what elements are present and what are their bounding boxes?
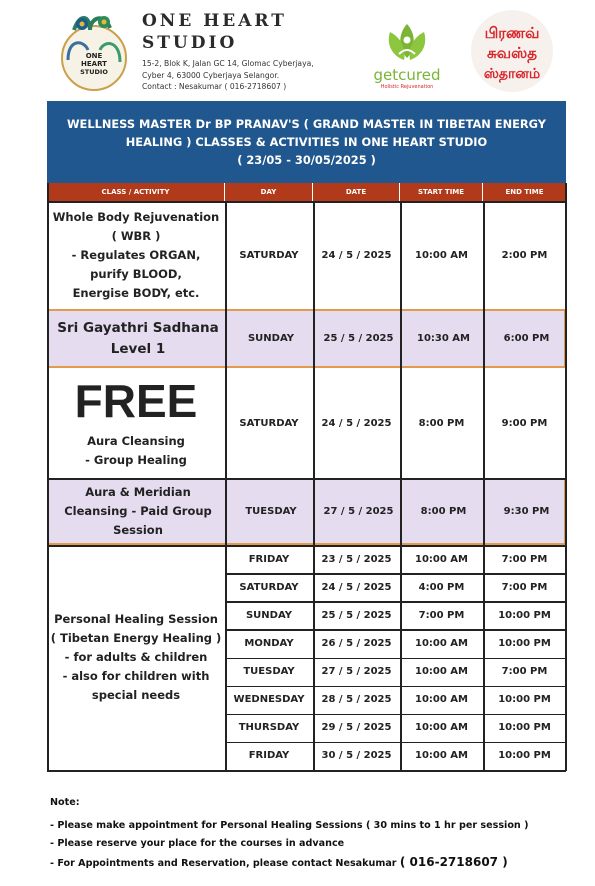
studio-name (142, 10, 342, 54)
start-time-cell: 10:00 AM (414, 694, 468, 706)
date-cell: 24 / 5 / 2025 (321, 417, 392, 429)
end-time-cell: 6:00 PM (503, 333, 550, 344)
table-border (225, 601, 566, 603)
end-time-cell: 10:00 PM (498, 694, 551, 706)
free-label: FREE (74, 375, 198, 427)
start-time-cell: 10:00 AM (414, 750, 468, 762)
header-date: DATE (313, 183, 400, 201)
table-border (313, 201, 315, 771)
end-time-cell: 10:00 PM (498, 750, 551, 762)
start-time-cell: 10:00 AM (414, 722, 468, 734)
start-time-cell: 8:00 PM (418, 417, 465, 429)
start-time-cell: 10:00 AM (414, 249, 468, 261)
end-time-cell: 7:00 PM (501, 553, 548, 565)
end-time-cell: 9:00 PM (501, 417, 548, 429)
table-border (225, 742, 566, 744)
note-item: - Please reserve your place for the courses in advance (50, 838, 345, 849)
start-time-cell: 7:00 PM (418, 609, 465, 621)
activity-cell: Whole Body Rejuvenation ( WBR ) - Regulates ORGAN, purify BLOOD, Energise BODY, etc. (52, 209, 220, 300)
table-border (225, 658, 566, 660)
end-time-cell: 2:00 PM (501, 249, 548, 261)
day-cell: FRIDAY (248, 750, 290, 762)
tamil-logo (468, 8, 556, 94)
table-border (565, 183, 567, 771)
table-row (47, 478, 566, 545)
header-day: DAY (225, 183, 313, 201)
table-border (400, 201, 402, 771)
end-time-cell: 10:00 PM (498, 609, 551, 621)
note-item: - Please make appointment for Personal Healing Sessions ( 30 mins to 1 hr per session ) (50, 820, 529, 831)
address-line2: Cyber 4, 63000 Cyberjaya Selangor. (142, 70, 280, 80)
banner-line2: HEALING ) CLASSES & ACTIVITIES IN ONE HEART STUDIO (125, 135, 488, 149)
studio-address (142, 58, 342, 93)
date-cell: 29 / 5 / 2025 (321, 722, 392, 734)
date-cell: 24 / 5 / 2025 (321, 249, 392, 261)
end-time-cell: 7:00 PM (501, 581, 548, 593)
start-time-cell: 10:00 AM (414, 666, 468, 678)
header-activity: CLASS / ACTIVITY (47, 183, 225, 201)
table-border (47, 201, 566, 203)
svg-text:சுவஸ்த: சுவஸ்த (486, 44, 538, 62)
day-cell: FRIDAY (248, 553, 290, 565)
note-title: Note: (50, 797, 80, 808)
studio-name-line2: STUDIO (142, 33, 238, 53)
note-contact-phone: ( 016-2718607 ) (399, 855, 508, 869)
day-cell: SUNDAY (247, 333, 294, 344)
day-cell: SATURDAY (239, 417, 299, 429)
day-cell: SUNDAY (245, 609, 292, 621)
header-start-time: START TIME (400, 183, 483, 201)
start-time-cell: 10:30 AM (416, 333, 470, 344)
date-cell: 27 / 5 / 2025 (321, 666, 392, 678)
start-time-cell: 10:00 AM (414, 637, 468, 649)
banner-line3: ( 23/05 - 30/05/2025 ) (237, 153, 376, 167)
date-cell: 25 / 5 / 2025 (323, 333, 394, 344)
day-cell: TUESDAY (245, 506, 297, 517)
svg-text:ஸ்தானம்: ஸ்தானம் (483, 66, 541, 82)
svg-text:ONE: ONE (85, 52, 103, 60)
title-banner (47, 101, 566, 183)
one-heart-logo (60, 10, 128, 94)
table-border (225, 629, 566, 631)
svg-text:Holistic Rejuvenation: Holistic Rejuvenation (380, 84, 434, 90)
date-cell: 26 / 5 / 2025 (321, 637, 392, 649)
date-cell: 25 / 5 / 2025 (321, 609, 392, 621)
table-border (225, 201, 227, 771)
table-border (225, 714, 566, 716)
svg-text:HEART: HEART (81, 60, 107, 68)
date-cell: 23 / 5 / 2025 (321, 553, 392, 565)
start-time-cell: 10:00 AM (414, 553, 468, 565)
date-cell: 27 / 5 / 2025 (323, 506, 394, 517)
table-border (47, 478, 566, 480)
note-item (50, 855, 508, 869)
activity-cell: Sri Gayathri Sadhana Level 1 (57, 319, 219, 357)
day-cell: WEDNESDAY (233, 694, 305, 706)
personal-healing-activity-cell: Personal Healing Session ( Tibetan Energy Healing ) - for adults & children - also for children with special needs (50, 612, 222, 702)
banner-line1: WELLNESS MASTER Dr BP PRANAV'S ( GRAND MASTER IN TIBETAN ENERGY (66, 117, 547, 131)
svg-text:பிரணவ்: பிரணவ் (484, 24, 540, 42)
day-cell: THURSDAY (238, 722, 300, 734)
table-row (47, 201, 566, 309)
getcured-logo (364, 18, 450, 92)
table-border (225, 573, 566, 575)
end-time-cell: 10:00 PM (498, 637, 551, 649)
day-cell: SATURDAY (239, 581, 299, 593)
day-cell: MONDAY (244, 637, 294, 649)
activity-cell: FREE Aura Cleansing - Group Healing (74, 375, 198, 467)
svg-text:getcured: getcured (373, 66, 441, 84)
end-time-cell: 9:30 PM (503, 506, 550, 517)
header-end-time: END TIME (483, 183, 566, 201)
end-time-cell: 7:00 PM (501, 666, 548, 678)
date-cell: 24 / 5 / 2025 (321, 581, 392, 593)
table-row (47, 368, 566, 478)
day-cell: TUESDAY (243, 666, 295, 678)
studio-name-line1: ONE HEART (142, 11, 287, 31)
contact-line: Contact : Nesakumar ( 016-2718607 ) (142, 82, 287, 91)
svg-text:STUDIO: STUDIO (80, 68, 108, 76)
table-border (47, 770, 566, 772)
table-border (47, 183, 49, 771)
table-border (483, 201, 485, 771)
table-row (47, 309, 566, 368)
date-cell: 30 / 5 / 2025 (321, 750, 392, 762)
start-time-cell: 4:00 PM (418, 581, 465, 593)
address-line1: 15-2, Blok K, Jalan GC 14, Glomac Cyberjaya, (142, 59, 314, 68)
end-time-cell: 10:00 PM (498, 722, 551, 734)
table-border (47, 545, 566, 547)
date-cell: 28 / 5 / 2025 (321, 694, 392, 706)
start-time-cell: 8:00 PM (420, 506, 467, 517)
activity-cell: Aura & Meridian Cleansing - Paid Group Session (64, 485, 212, 537)
table-border (225, 686, 566, 688)
day-cell: SATURDAY (239, 249, 299, 261)
note-contact-text: - For Appointments and Reservation, please contact Nesakumar (50, 858, 397, 869)
